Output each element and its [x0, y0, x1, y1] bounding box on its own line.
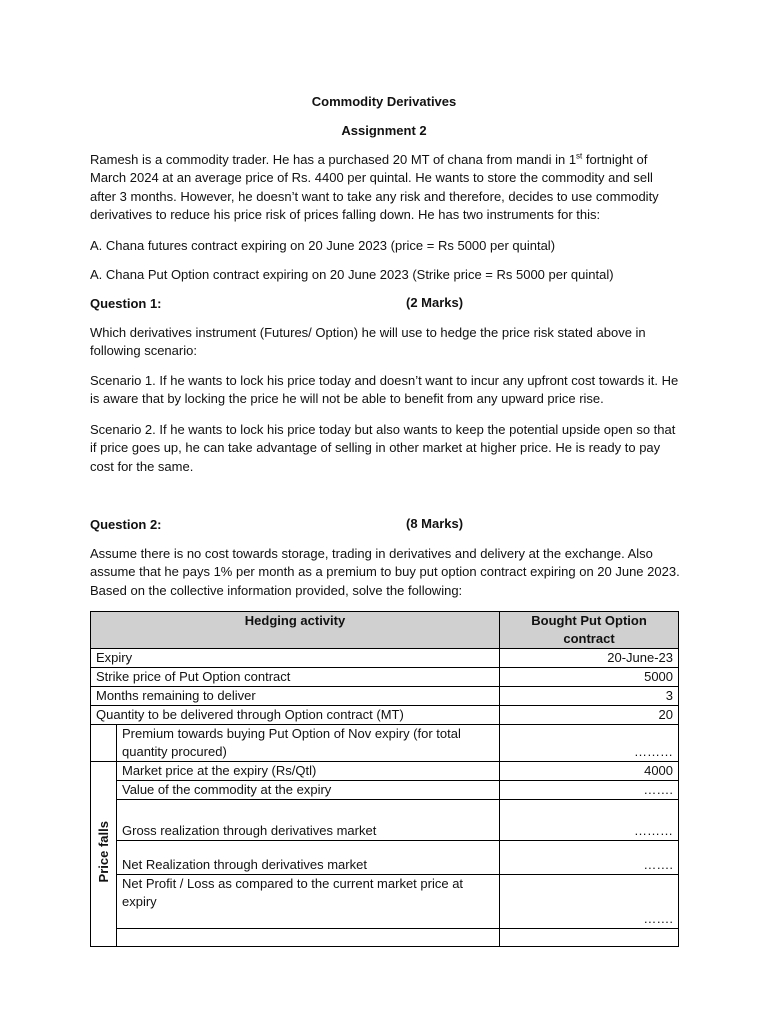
doc-title: Commodity Derivatives [311, 94, 457, 109]
row-market-price-label: Market price at the expiry (Rs/Qtl) [117, 762, 500, 781]
row-quantity-label: Quantity to be delivered through Option contract (MT) [91, 706, 500, 725]
table-row [91, 800, 679, 841]
row-net-realization-value: ……. [500, 841, 679, 875]
table-row [91, 929, 679, 947]
row-expiry-value: 20-June-23 [500, 649, 679, 668]
row-months-value: 3 [500, 687, 679, 706]
row-premium-label: Premium towards buying Put Option of Nov expiry (for total quantity procured) [117, 725, 500, 762]
row-expiry-label: Expiry [91, 649, 500, 668]
q2-marks: (8 Marks) [406, 516, 464, 531]
row-quantity-value: 20 [500, 706, 679, 725]
table-header-row [91, 612, 679, 649]
intro-sup: st [576, 151, 583, 161]
side-cell-top [91, 725, 117, 762]
instrument-a: A. Chana futures contract expiring on 20 June 2023 (price = Rs 5000 per quintal) [90, 238, 556, 253]
intro-part1: Ramesh is a commodity trader. He has a purchased 20 MT of chana from mandi in 1 [90, 152, 577, 167]
header-hedging-activity: Hedging activity [91, 612, 500, 649]
row-value-label: Value of the commodity at the expiry [117, 781, 500, 800]
row-months-label: Months remaining to deliver [91, 687, 500, 706]
row-gross-value: ……… [500, 800, 679, 841]
row-net-profit-label: Net Profit / Loss as compared to the current market price at expiry [117, 875, 500, 929]
row-market-price-value: 4000 [500, 762, 679, 781]
row-strike-value: 5000 [500, 668, 679, 687]
instrument-b: A. Chana Put Option contract expiring on 20 June 2023 (Strike price = Rs 5000 per quintal) [90, 267, 614, 282]
hedging-table [90, 611, 679, 947]
intro-paragraph [90, 151, 682, 224]
table-row [91, 841, 679, 875]
table-row [91, 781, 679, 800]
q1-label: Question 1: [90, 296, 162, 311]
side-cell-price-falls [91, 762, 117, 947]
row-premium-value: ……… [500, 725, 679, 762]
table-row [91, 668, 679, 687]
table-row [91, 706, 679, 725]
row-strike-label: Strike price of Put Option contract [91, 668, 500, 687]
row-empty-value [500, 929, 679, 947]
table-row [91, 762, 679, 781]
table-row [91, 725, 679, 762]
q2-text: Assume there is no cost towards storage, trading in derivatives and delivery at the exchange. Also assume that he pays 1% per month as a premium to buy put option contract expiring on 20 June 2023. Based on the collective information provided, solve the following: [90, 546, 680, 598]
intro-rest: 2024 at an average price of Rs. 4400 per quintal. He wants to store the commodity and sell after 3 months. However, he doesn’t want to take any risk and therefore, decides to use commodity derivatives to reduce his price risk of prices falling down. He has two instruments for this: [90, 170, 659, 222]
q2-label: Question 2: [90, 517, 162, 532]
q1-text: Which derivatives instrument (Futures/ Option) he will use to hedge the price risk stated above in following scenario: [90, 325, 646, 359]
price-falls-label: Price falls [95, 820, 111, 883]
q1-scenario1: Scenario 1. If he wants to lock his price today and doesn’t want to incur any upfront cost towards it. He is aware that by locking the price he will not be able to benefit from any upward price rise. [90, 373, 679, 407]
q1-marks: (2 Marks) [406, 295, 464, 310]
row-net-profit-value: ……. [500, 875, 679, 929]
header-put-option: Bought Put Option contract [500, 612, 679, 649]
intro-line1-end: fortnight of March [90, 152, 648, 186]
table-row [91, 687, 679, 706]
q1-scenario2: Scenario 2. If he wants to lock his price today but also wants to keep the potential upside open so that if price goes up, he can take advantage of selling in other market at higher price. He is ready to pay cost for the same. [90, 422, 676, 474]
table-row [91, 875, 679, 929]
row-gross-label: Gross realization through derivatives market [117, 800, 500, 841]
table-row [91, 649, 679, 668]
row-net-realization-label: Net Realization through derivatives market [117, 841, 500, 875]
row-empty-label [117, 929, 500, 947]
row-value-value: ……. [500, 781, 679, 800]
doc-subtitle: Assignment 2 [341, 123, 427, 138]
